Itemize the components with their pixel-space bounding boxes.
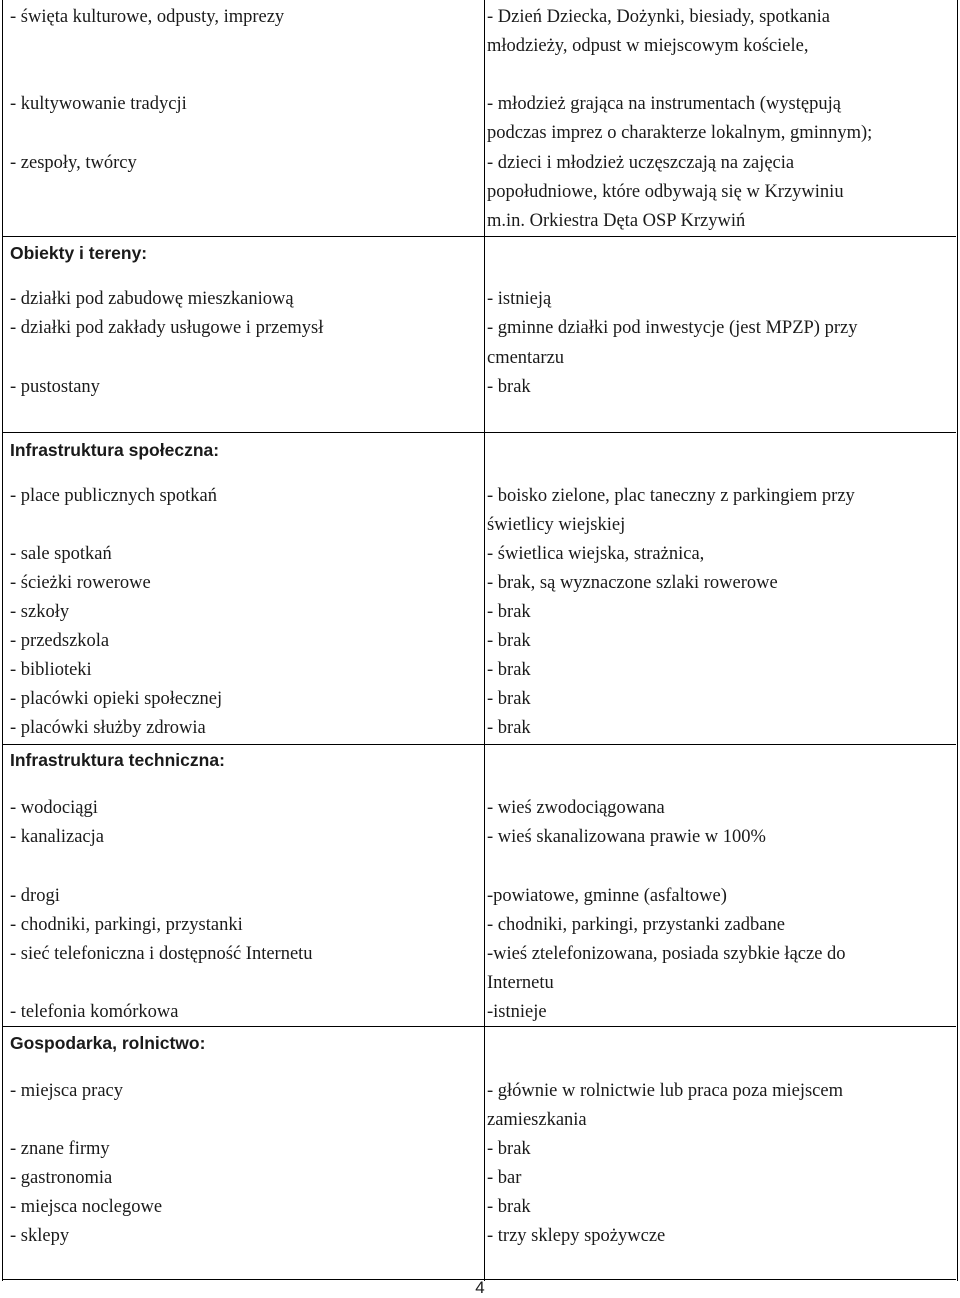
row-divider (3, 432, 956, 433)
right-companies: - brak (487, 1139, 531, 1159)
right-mobile: -istnieje (487, 1002, 547, 1022)
column-divider (484, 0, 485, 1281)
row-divider (3, 744, 956, 745)
left-shops: - sklepy (10, 1226, 70, 1246)
right-teams-line-1: - młodzież grająca na instrumentach (występują (487, 94, 841, 114)
right-vacant: - brak (487, 377, 531, 397)
right-sidewalks: - chodniki, parkingi, przystanki zadbane (487, 915, 785, 935)
left-roads: - drogi (10, 886, 60, 906)
right-phone-line-2: Internetu (487, 973, 554, 993)
section-header-objects: Obiekty i tereny: (10, 243, 148, 263)
right-gastronomy: - bar (487, 1168, 522, 1188)
right-public-line-2: świetlicy wiejskiej (487, 515, 626, 535)
right-water: - wieś zwodociągowana (487, 798, 665, 818)
right-holidays-line-1: - Dzień Dziecka, Dożynki, biesiady, spotkania (487, 7, 830, 27)
left-companies: - znane firmy (10, 1139, 110, 1159)
left-phone-net: - sieć telefoniczna i dostępność Internetu (10, 944, 313, 964)
right-teams-line-5: m.in. Orkiestra Dęta OSP Krzywiń (487, 211, 746, 231)
left-holidays: - święta kulturowe, odpusty, imprezy (10, 7, 285, 27)
left-schools: - szkoły (10, 602, 70, 622)
left-health: - placówki służby zdrowia (10, 718, 206, 738)
right-residential: - istnieją (487, 289, 552, 309)
left-kindergartens: - przedszkola (10, 631, 110, 651)
right-jobs-line-2: zamieszkania (487, 1110, 587, 1130)
right-schools: - brak (487, 602, 531, 622)
right-meeting-halls: - świetlica wiejska, strażnica, (487, 544, 705, 564)
left-sewage: - kanalizacja (10, 827, 104, 847)
section-header-social: Infrastruktura społeczna: (10, 440, 220, 460)
left-bike-paths: - ścieżki rowerowe (10, 573, 151, 593)
right-bike-paths: - brak, są wyznaczone szlaki rowerowe (487, 573, 778, 593)
left-service-plots: - działki pod zakłady usługowe i przemysł (10, 318, 324, 338)
right-public-line-1: - boisko zielone, plac taneczny z parkingiem przy (487, 486, 855, 506)
left-vacant: - pustostany (10, 377, 100, 397)
left-social-care: - placówki opieki społecznej (10, 689, 223, 709)
left-jobs: - miejsca pracy (10, 1081, 123, 1101)
left-teams: - zespoły, twórcy (10, 153, 137, 173)
left-water: - wodociągi (10, 798, 98, 818)
right-service-line-1: - gminne działki pod inwestycje (jest MPZP) przy (487, 318, 858, 338)
right-service-line-2: cmentarzu (487, 348, 565, 368)
right-sewage: - wieś skanalizowana prawie w 100% (487, 827, 766, 847)
section-header-economy: Gospodarka, rolnictwo: (10, 1033, 206, 1053)
right-kindergartens: - brak (487, 631, 531, 651)
right-teams-line-4: popołudniowe, które odbywają się w Krzywiniu (487, 182, 844, 202)
right-holidays-line-2: młodzieży, odpust w miejscowym kościele, (487, 36, 809, 56)
right-libraries: - brak (487, 660, 531, 680)
left-libraries: - biblioteki (10, 660, 92, 680)
right-teams-line-2: podczas imprez o charakterze lokalnym, gminnym); (487, 123, 873, 143)
right-lodging: - brak (487, 1197, 531, 1217)
left-public-places: - place publicznych spotkań (10, 486, 218, 506)
page-number: 4 (475, 1278, 485, 1297)
left-mobile: - telefonia komórkowa (10, 1002, 179, 1022)
right-social-care: - brak (487, 689, 531, 709)
right-phone-line-1: -wieś ztelefonizowana, posiada szybkie łącze do (487, 944, 846, 964)
right-health: - brak (487, 718, 531, 738)
right-teams-line-3: - dzieci i młodzież uczęszczają na zajęcia (487, 153, 795, 173)
left-lodging: - miejsca noclegowe (10, 1197, 163, 1217)
left-gastronomy: - gastronomia (10, 1168, 113, 1188)
right-jobs-line-1: - głównie w rolnictwie lub praca poza miejscem (487, 1081, 843, 1101)
row-divider (3, 236, 956, 237)
right-shops: - trzy sklepy spożywcze (487, 1226, 666, 1246)
left-traditions: - kultywowanie tradycji (10, 94, 187, 114)
row-divider (3, 1026, 956, 1027)
left-residential-plots: - działki pod zabudowę mieszkaniową (10, 289, 294, 309)
section-header-technical: Infrastruktura techniczna: (10, 750, 225, 770)
left-sidewalks: - chodniki, parkingi, przystanki (10, 915, 243, 935)
left-meeting-halls: - sale spotkań (10, 544, 112, 564)
right-roads: -powiatowe, gminne (asfaltowe) (487, 886, 727, 906)
